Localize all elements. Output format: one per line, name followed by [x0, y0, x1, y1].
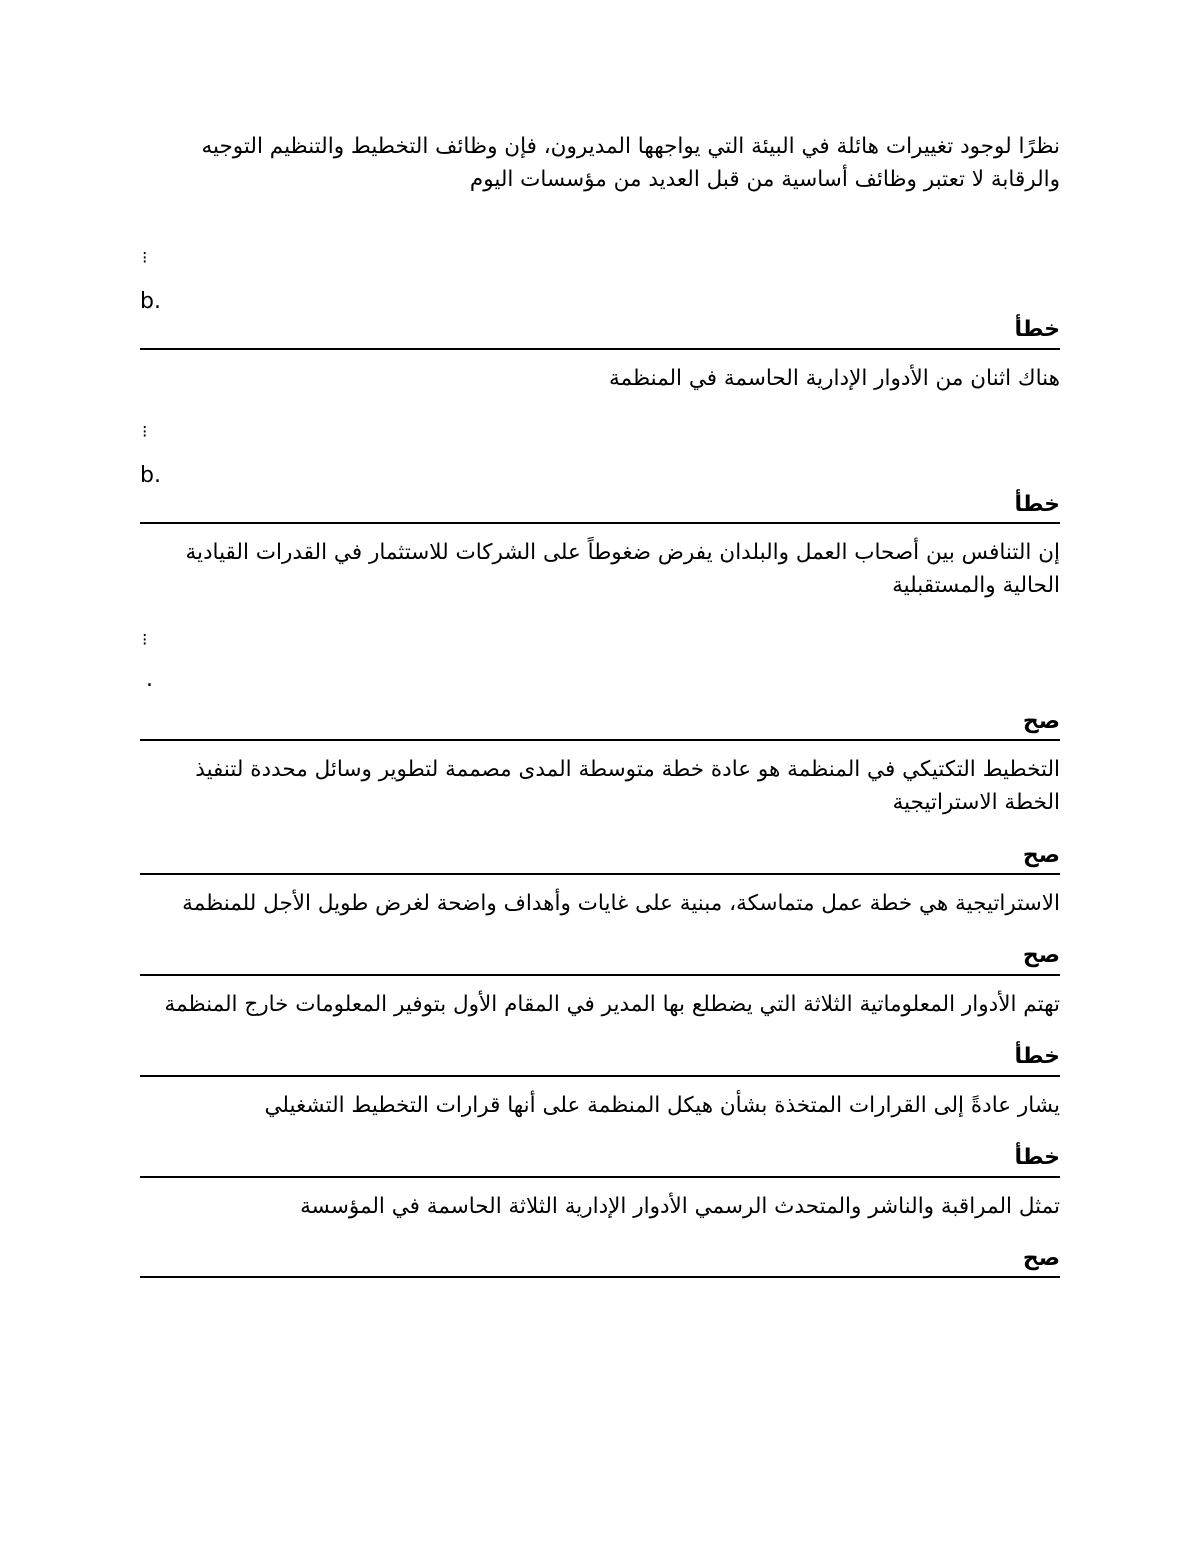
answer-3: صح [1022, 708, 1060, 734]
intro-paragraph: نظرًا لوجود تغييرات هائلة في البيئة التي يواجهها المديرون، فإن وظائف التخطيط والتنظيم التوجيه والرقابة لا تعتبر وظائف أساسية من قبل العديد من مؤسسات اليوم [201, 134, 1060, 193]
question-block-8 [140, 1245, 1060, 1279]
divider [140, 348, 1060, 350]
divider [140, 1075, 1060, 1077]
statement-4: الاستراتيجية هي خطة عمل متماسكة، مبنية على غايات وأهداف واضحة لغرض طويل الأجل للمنظمة [182, 891, 1060, 917]
divider [140, 522, 1060, 524]
statement-3: التخطيط التكتيكي في المنظمة هو عادة خطة متوسطة المدى مصممة لتطوير وسائل محددة لتنفيذ الخطة الاستراتيجية [195, 757, 1060, 816]
option-marker-1 [140, 243, 1060, 270]
statement-2: إن التنافس بين أصحاب العمل والبلدان يفرض ضغوطاً على الشركات للاستثمار في القدرات القيادية الحالية والمستقبلية [185, 540, 1060, 599]
spacer [140, 444, 1060, 462]
question-block-3 [140, 625, 1060, 820]
answer-7: خطأ [1014, 1145, 1060, 1171]
answer-8: صح [1022, 1245, 1060, 1271]
divider [140, 974, 1060, 976]
spacer [140, 1126, 1060, 1144]
question-block-5 [140, 942, 1060, 1021]
vertical-ellipsis-icon: ⁝ [142, 629, 148, 650]
answer-1: خطأ [1014, 317, 1060, 343]
spacer [140, 270, 1060, 288]
answer-2: خطأ [1014, 491, 1060, 517]
vertical-ellipsis-icon: ⁝ [142, 247, 148, 268]
vertical-ellipsis-icon: ⁝ [142, 422, 148, 443]
statement-6: يشار عادةً إلى القرارات المتخذة بشأن هيكل المنظمة على أنها قرارات التخطيط التشغيلي [264, 1092, 1060, 1118]
spacer [140, 652, 1060, 670]
question-block-1 [140, 243, 1060, 395]
divider [140, 1276, 1060, 1278]
option-b-label-1: b. [140, 288, 161, 314]
statement-5: تهتم الأدوار المعلوماتية الثلاثة التي يضطلع بها المدير في المقام الأول بتوفير المعلومات خارج المنظمة [164, 991, 1060, 1017]
divider [140, 873, 1060, 875]
statement-7: تمثل المراقبة والناشر والمتحدث الرسمي الأدوار الإدارية الثلاثة الحاسمة في المؤسسة [300, 1193, 1060, 1219]
spacer [140, 1025, 1060, 1043]
option-marker-2 [140, 417, 1060, 444]
answer-5: صح [1022, 943, 1060, 969]
spacer [140, 399, 1060, 417]
divider [140, 739, 1060, 741]
spacer [140, 1227, 1060, 1245]
statement-1: هناك اثنان من الأدوار الإدارية الحاسمة في المنظمة [609, 365, 1060, 391]
spacer [140, 924, 1060, 942]
spacer [140, 607, 1060, 625]
divider [140, 1176, 1060, 1178]
question-block-6 [140, 1043, 1060, 1122]
spacer [140, 824, 1060, 842]
spacer [140, 690, 1060, 708]
dot-marker-3: . [146, 666, 153, 692]
option-marker-3 [140, 625, 1060, 652]
question-block-2 [140, 417, 1060, 603]
option-b-label-2: b. [140, 463, 161, 489]
answer-4: صح [1022, 842, 1060, 868]
question-block-7 [140, 1144, 1060, 1223]
question-block-4 [140, 842, 1060, 921]
answer-6: خطأ [1014, 1044, 1060, 1070]
